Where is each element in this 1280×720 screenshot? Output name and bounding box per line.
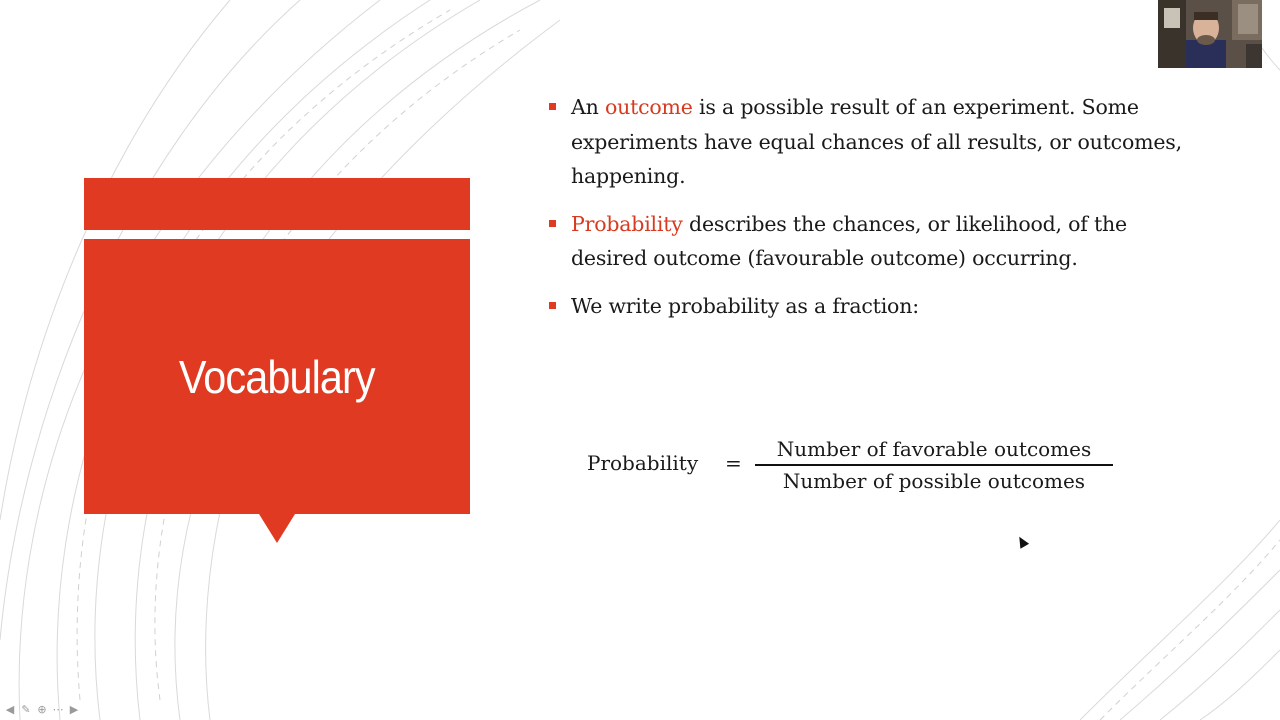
arrow-right-icon[interactable]: ▶	[69, 703, 79, 716]
title-box	[84, 239, 470, 514]
pen-icon[interactable]: ✎	[21, 703, 31, 716]
bullet-outcome	[548, 90, 1198, 194]
more-icon[interactable]: ⋯	[52, 703, 64, 716]
bullet-text: describes the chances, or likelihood, of the desired outcome (favourable outcome) occurring.	[571, 211, 1127, 270]
bullet-list	[548, 90, 1198, 336]
slide-title: Vocabulary	[179, 350, 375, 403]
bullet-text: We write probability as a fraction:	[571, 293, 919, 318]
webcam-overlay	[1158, 0, 1262, 68]
formula-lhs: Probability	[587, 451, 699, 475]
presenter-video	[1158, 0, 1262, 68]
title-accent-band	[84, 178, 470, 230]
bullet-square-icon	[549, 103, 556, 110]
slideshow-nav	[4, 704, 80, 718]
bullet-text: An	[571, 95, 605, 119]
formula-fraction	[755, 434, 1113, 496]
formula-denominator: Number of possible outcomes	[782, 469, 1086, 493]
bullet-probability	[548, 207, 1198, 276]
term-probability: Probability	[571, 211, 683, 236]
bullet-text: is a possible result of an experiment. Some experiments have equal chances of all results, or outcomes, happening.	[571, 95, 1182, 188]
probability-formula	[587, 434, 1127, 494]
formula-numerator: Number of favorable outcomes	[776, 437, 1092, 461]
title-pointer	[259, 514, 295, 543]
arrow-left-icon[interactable]: ◀	[5, 703, 15, 716]
bullet-square-icon	[549, 220, 556, 227]
bullet-fraction	[548, 289, 1198, 324]
zoom-icon[interactable]: ⊕	[37, 703, 47, 716]
bullet-square-icon	[549, 302, 556, 309]
term-outcome: outcome	[604, 95, 693, 119]
formula-equals: =	[725, 451, 742, 475]
